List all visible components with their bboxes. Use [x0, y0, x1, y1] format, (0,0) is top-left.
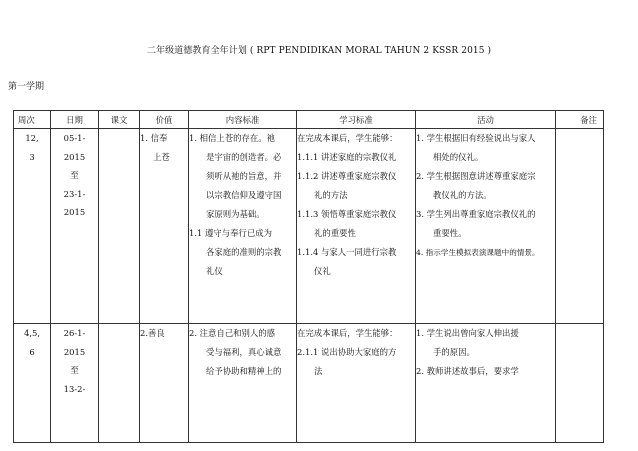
- activity-cell: [416, 324, 556, 443]
- content-text: 家原则为基础。: [206, 209, 265, 219]
- content-text: 礼仪: [206, 266, 223, 276]
- learning-text: 在完成本课后，学生能够：: [297, 328, 398, 338]
- activity-text: 4. 指示学生模拟表演课题中的情景。: [416, 248, 540, 257]
- learning-text: 1.1.1 讲述家庭的宗教仪礼: [297, 152, 397, 162]
- table-row: [14, 129, 604, 324]
- learning-text: 1.1.4 与家人一同进行宗教: [297, 247, 397, 257]
- activity-cell: [416, 129, 556, 324]
- content-text: 2. 注意自己和别人的感: [189, 328, 276, 338]
- learning-text: 在完成本课后，学生能够：: [297, 133, 398, 143]
- content-text: 以宗教信仰及遵守国: [206, 190, 282, 200]
- activity-text: 1. 学生说出曾向家人伸出援: [416, 328, 519, 338]
- lesson-cell: [99, 129, 140, 324]
- table-row: [14, 324, 604, 443]
- header-content-standard: 内容标准: [189, 111, 297, 129]
- content-standard-cell: [189, 324, 297, 443]
- activity-text: 2. 学生根据图意讲述尊重家庭宗: [416, 171, 536, 181]
- week-text: 3: [29, 151, 35, 162]
- table-header-row: [14, 111, 604, 129]
- lesson-cell: [99, 324, 140, 443]
- remarks-cell: [556, 129, 604, 324]
- date-cell: [51, 129, 99, 324]
- header-date: 日期: [51, 111, 99, 129]
- activity-text: 3. 学生列出尊重家庭宗教仪礼的: [416, 209, 536, 219]
- learning-text: 2.1.1 说出协助大家庭的方: [297, 347, 397, 357]
- week-text: 12,: [25, 133, 39, 143]
- content-text: 须听从祂的旨意，并: [206, 171, 282, 181]
- date-text: 13-2-: [63, 383, 86, 394]
- term-heading: 第一学期: [8, 82, 45, 92]
- learning-text: 1.1.2 讲述尊重家庭宗教仪: [297, 171, 397, 181]
- document-title: 二年级道德教育全年计划 ( RPT PENDIDIKAN MORAL TAHUN 2 KSSR 2015 ): [146, 46, 492, 56]
- remarks-cell: [556, 324, 604, 443]
- date-text: 2015: [63, 346, 86, 357]
- learning-standard-cell: [297, 129, 416, 324]
- learning-text: 礼的重要性: [314, 228, 356, 238]
- value-cell: [140, 129, 189, 324]
- activity-text: 2. 教师讲述故事后，要求学: [416, 366, 519, 376]
- date-text: 05-1-: [63, 133, 86, 143]
- header-lesson: 课文: [99, 111, 140, 129]
- yearly-plan-table: [13, 110, 604, 443]
- learning-text: 1.1.3 领悟尊重家庭宗教仪: [297, 209, 397, 219]
- date-text: 至: [70, 365, 79, 375]
- date-cell: [51, 324, 99, 443]
- learning-text: 仪礼: [314, 266, 331, 276]
- header-remarks: 备注: [556, 111, 604, 129]
- content-text: 1.1 遵守与奉行已成为: [189, 228, 272, 238]
- value-text: 1. 信奉: [140, 133, 168, 143]
- activity-text: 相处的仪礼。: [433, 152, 484, 162]
- learning-text: 礼的方法: [314, 190, 348, 200]
- content-text: 给予协助和精神上的: [206, 366, 282, 376]
- date-text: 至: [70, 170, 79, 180]
- activity-text: 1. 学生根据旧有经验说出与家人: [416, 133, 536, 143]
- week-cell: [14, 324, 51, 443]
- content-text: 受与福利，真心诚意: [206, 347, 282, 357]
- content-text: 各家庭的准则的宗教: [206, 247, 282, 257]
- week-text: 4,5,: [24, 328, 40, 338]
- value-cell: [140, 324, 189, 443]
- header-value: 价值: [140, 111, 189, 129]
- header-learning-standard: 学习标准: [297, 111, 416, 129]
- header-week: 周次: [14, 111, 51, 129]
- header-activity: 活动: [416, 111, 556, 129]
- activity-text: 教仪礼的方法。: [433, 190, 492, 200]
- content-text: 1. 相信上苍的存在。祂: [189, 133, 276, 143]
- activity-text: 手的原因。: [433, 347, 475, 357]
- date-text: 2015: [63, 151, 86, 162]
- learning-text: 法: [314, 366, 323, 376]
- content-text: 是宇宙的创造者。必: [206, 152, 282, 162]
- date-text: 2015: [63, 207, 86, 217]
- activity-text: 重要性。: [433, 228, 467, 238]
- date-text: 26-1-: [63, 328, 86, 338]
- learning-standard-cell: [297, 324, 416, 443]
- content-standard-cell: [189, 129, 297, 324]
- value-text: 上苍: [153, 152, 170, 162]
- week-text: 6: [29, 346, 35, 357]
- value-text: 2.善良: [140, 328, 165, 338]
- week-cell: [14, 129, 51, 324]
- date-text: 23-1-: [63, 188, 86, 199]
